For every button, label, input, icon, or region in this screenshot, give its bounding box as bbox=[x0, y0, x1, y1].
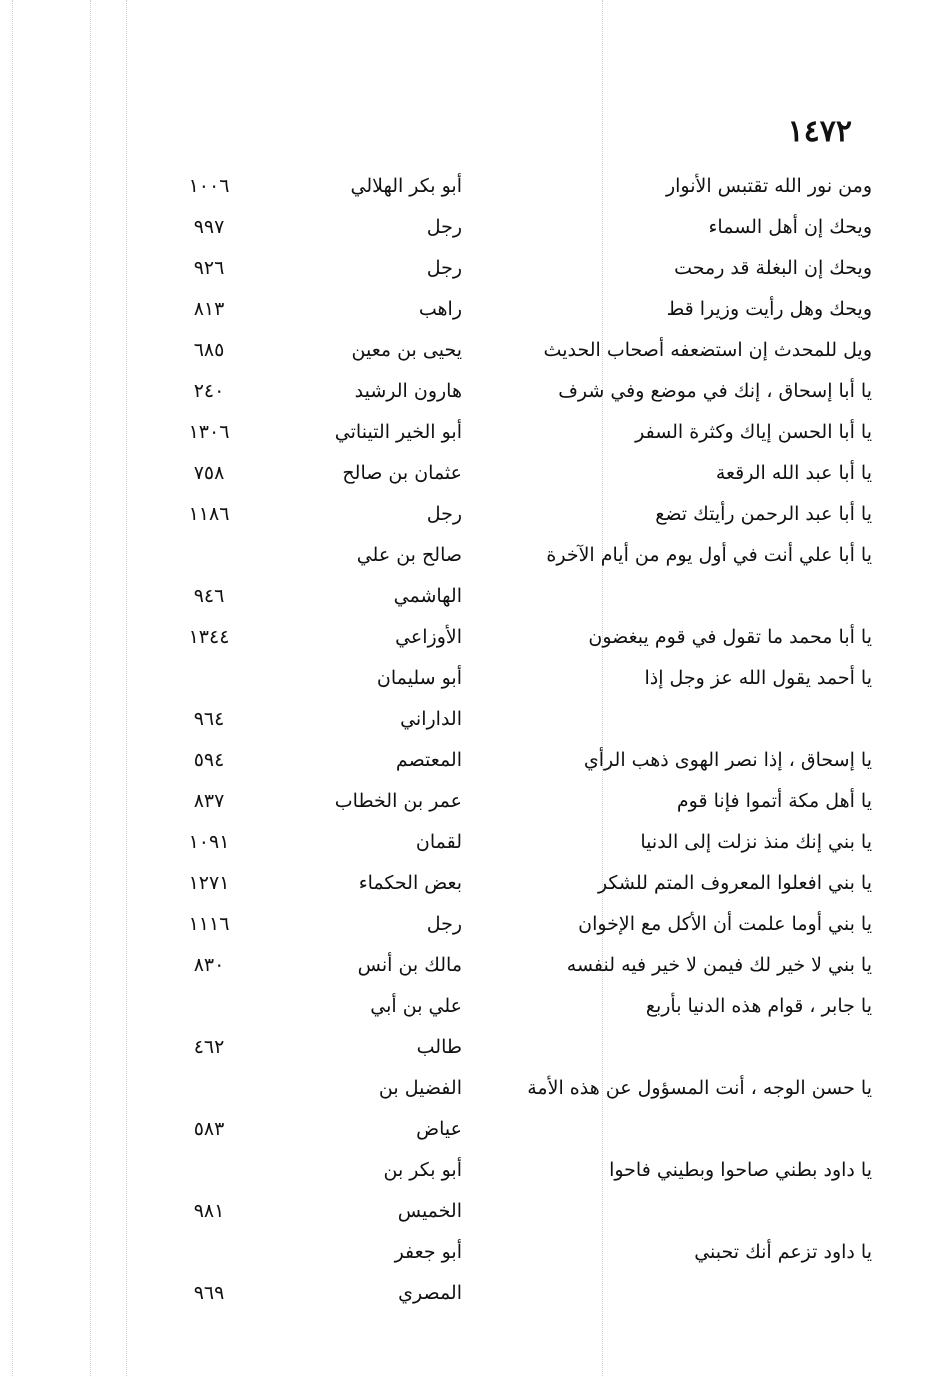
reference-number: ٩٩٧ bbox=[193, 216, 225, 238]
phrase-text: يا أبا عبد الرحمن رأيتك تضع bbox=[655, 503, 872, 525]
index-row bbox=[0, 1068, 948, 1108]
index-row bbox=[0, 576, 948, 616]
narrator-name: مالك بن أنس bbox=[357, 954, 462, 976]
narrator-name: رجل bbox=[426, 503, 462, 525]
phrase-text: ومن نور الله تقتبس الأنوار bbox=[665, 175, 872, 197]
narrator-name: رجل bbox=[426, 913, 462, 935]
reference-number: ١١٨٦ bbox=[188, 503, 230, 525]
index-row bbox=[0, 986, 948, 1026]
narrator-name: أبو بكر الهلالي bbox=[350, 175, 462, 197]
reference-number: ١٠٩١ bbox=[188, 831, 230, 853]
index-row bbox=[0, 371, 948, 411]
index-row bbox=[0, 740, 948, 780]
phrase-text: يا داود بطني صاحوا وبطيني فاحوا bbox=[609, 1159, 872, 1181]
phrase-text: ويل للمحدث إن استضعفه أصحاب الحديث bbox=[543, 339, 872, 361]
narrator-name: صالح بن علي bbox=[356, 544, 462, 566]
reference-number: ٢٤٠ bbox=[193, 380, 225, 402]
index-row bbox=[0, 207, 948, 247]
index-row bbox=[0, 166, 948, 206]
reference-number: ٩٨١ bbox=[193, 1200, 225, 1222]
index-row bbox=[0, 248, 948, 288]
index-row bbox=[0, 863, 948, 903]
index-row bbox=[0, 453, 948, 493]
phrase-text: يا إسحاق ، إذا نصر الهوى ذهب الرأي bbox=[583, 749, 872, 771]
index-row bbox=[0, 535, 948, 575]
narrator-name: رجل bbox=[426, 216, 462, 238]
reference-number: ١٣٠٦ bbox=[188, 421, 230, 443]
index-row bbox=[0, 412, 948, 452]
narrator-name: عثمان بن صالح bbox=[342, 462, 462, 484]
reference-number: ٩٢٦ bbox=[193, 257, 225, 279]
reference-number: ٨٣٠ bbox=[193, 954, 225, 976]
index-row bbox=[0, 1232, 948, 1272]
phrase-text: يا حسن الوجه ، أنت المسؤول عن هذه الأمة bbox=[527, 1077, 872, 1099]
reference-number: ٦٨٥ bbox=[193, 339, 225, 361]
phrase-text: ويحك إن البغلة قد رمحت bbox=[674, 257, 872, 279]
phrase-text: يا بني أوما علمت أن الأكل مع الإخوان bbox=[578, 913, 872, 935]
phrase-text: يا داود تزعم أنك تحبني bbox=[694, 1241, 872, 1263]
narrator-name: راهب bbox=[418, 298, 462, 320]
reference-number: ٩٦٩ bbox=[193, 1282, 225, 1304]
reference-number: ٧٥٨ bbox=[193, 462, 225, 484]
narrator-name: لقمان bbox=[415, 831, 462, 853]
index-row bbox=[0, 617, 948, 657]
reference-number: ٩٤٦ bbox=[193, 585, 225, 607]
index-row bbox=[0, 289, 948, 329]
index-row bbox=[0, 658, 948, 698]
page-number: ١٤٧٢ bbox=[787, 114, 852, 149]
narrator-name: علي بن أبي bbox=[370, 995, 462, 1017]
index-row bbox=[0, 1109, 948, 1149]
phrase-text: يا جابر ، قوام هذه الدنيا بأربع bbox=[645, 995, 872, 1017]
reference-number: ١٣٤٤ bbox=[188, 626, 230, 648]
phrase-text: يا بني لا خير لك فيمن لا خير فيه لنفسه bbox=[566, 954, 872, 976]
narrator-name: المصري bbox=[398, 1282, 462, 1304]
narrator-name: هارون الرشيد bbox=[354, 380, 462, 402]
narrator-name: الأوزاعي bbox=[395, 626, 462, 648]
reference-number: ٤٦٢ bbox=[193, 1036, 225, 1058]
narrator-name: أبو سليمان bbox=[376, 667, 462, 689]
narrator-name: الهاشمي bbox=[393, 585, 462, 607]
phrase-text: يا أهل مكة أتموا فإنا قوم bbox=[676, 790, 872, 812]
narrator-name: أبو جعفر bbox=[394, 1241, 462, 1263]
narrator-name: يحيى بن معين bbox=[351, 339, 462, 361]
phrase-text: يا بني إنك منذ نزلت إلى الدنيا bbox=[640, 831, 872, 853]
phrase-text: يا أبا عبد الله الرقعة bbox=[715, 462, 872, 484]
phrase-text: ويحك إن أهل السماء bbox=[708, 216, 872, 238]
narrator-name: الخميس bbox=[397, 1200, 462, 1222]
reference-number: ٥٨٣ bbox=[193, 1118, 225, 1140]
phrase-text: يا بني افعلوا المعروف المتم للشكر bbox=[597, 872, 872, 894]
reference-number: ٨١٣ bbox=[193, 298, 225, 320]
narrator-name: عمر بن الخطاب bbox=[334, 790, 462, 812]
narrator-name: بعض الحكماء bbox=[358, 872, 462, 894]
phrase-text: يا أبا الحسن إياك وكثرة السفر bbox=[635, 421, 872, 443]
index-row bbox=[0, 781, 948, 821]
reference-number: ١٢٧١ bbox=[188, 872, 230, 894]
narrator-name: أبو بكر بن bbox=[383, 1159, 462, 1181]
index-row bbox=[0, 904, 948, 944]
phrase-text: يا أبا علي أنت في أول يوم من أيام الآخرة bbox=[546, 544, 872, 566]
reference-number: ٨٣٧ bbox=[193, 790, 225, 812]
index-row bbox=[0, 494, 948, 534]
reference-number: ٩٦٤ bbox=[193, 708, 225, 730]
index-row bbox=[0, 1027, 948, 1067]
narrator-name: أبو الخير التيناتي bbox=[334, 421, 462, 443]
reference-number: ٥٩٤ bbox=[193, 749, 225, 771]
reference-number: ١١١٦ bbox=[188, 913, 230, 935]
narrator-name: طالب bbox=[416, 1036, 462, 1058]
index-row bbox=[0, 822, 948, 862]
index-row bbox=[0, 1273, 948, 1313]
index-row bbox=[0, 1150, 948, 1190]
phrase-text: يا أبا محمد ما تقول في قوم يبغضون bbox=[588, 626, 872, 648]
narrator-name: الداراني bbox=[400, 708, 462, 730]
phrase-text: يا أبا إسحاق ، إنك في موضع وفي شرف bbox=[558, 380, 872, 402]
narrator-name: رجل bbox=[426, 257, 462, 279]
narrator-name: الفضيل بن bbox=[378, 1077, 462, 1099]
phrase-text: يا أحمد يقول الله عز وجل إذا bbox=[644, 667, 872, 689]
index-row bbox=[0, 945, 948, 985]
narrator-name: المعتصم bbox=[395, 749, 462, 771]
index-row bbox=[0, 1191, 948, 1231]
reference-number: ١٠٠٦ bbox=[188, 175, 230, 197]
index-row bbox=[0, 699, 948, 739]
narrator-name: عياض bbox=[416, 1118, 462, 1140]
phrase-text: ويحك وهل رأيت وزيرا قط bbox=[666, 298, 872, 320]
index-row bbox=[0, 330, 948, 370]
